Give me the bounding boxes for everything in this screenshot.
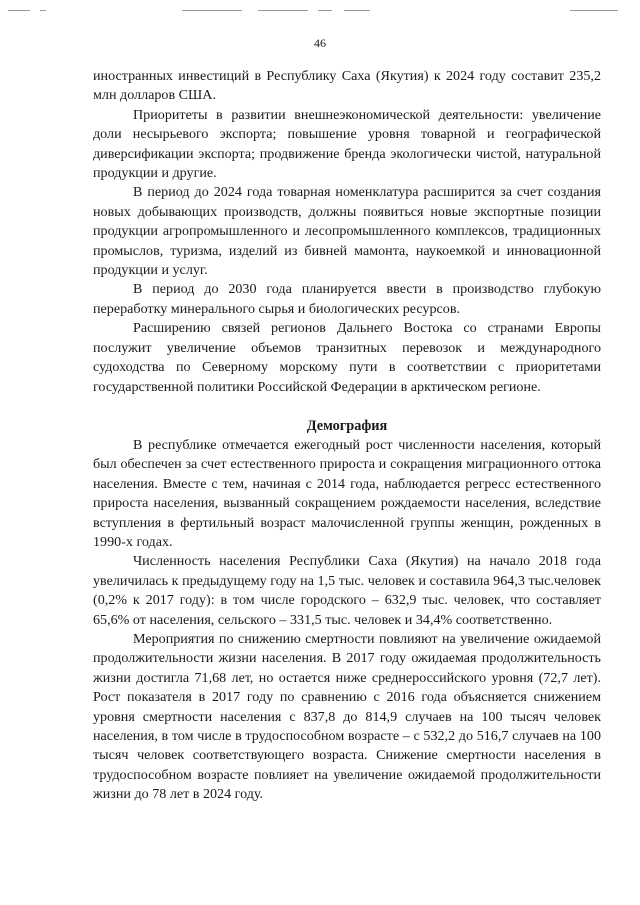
paragraph: Приоритеты в развитии внешнеэкономической деятельности: увеличение доли несырьевого экспорта; повышение уровня товарной и географической диверсификации экспорта; продвижение бренда экологически чистой, натуральной продукции и другие. xyxy=(93,106,601,182)
document-body xyxy=(93,67,601,805)
paragraph: Расширению связей регионов Дальнего Востока со странами Европы послужит увеличение объемов транзитных перевозок и международного судоходства по Северному морскому пути в соответствии с приоритетами государственной политики Российской Федерации в арктическом регионе. xyxy=(93,320,601,395)
paragraph: Численность населения Республики Саха (Якутия) на начало 2018 года увеличилась к предыдущему году на 1,5 тыс. человек и составила 964,3 тыс.человек (0,2% к 2017 году): в том числе городского – 632,9 тыс. человек, что составляет 65,6% от населения, сельского – 331,5 тыс. человек и 34,4% соответственно. xyxy=(93,553,601,628)
paragraph: иностранных инвестиций в Республику Саха (Якутия) к 2024 году составит 235,2 млн долларов США. xyxy=(93,68,601,104)
page-number: 46 xyxy=(314,36,326,50)
scan-edge-marks xyxy=(0,10,640,14)
paragraph: В период до 2030 года планируется ввести в производство глубокую переработку минерального сырья и биологических ресурсов. xyxy=(93,281,601,317)
paragraph: Мероприятия по снижению смертности повлияют на увеличение ожидаемой продолжительности жизни населения. В 2017 году ожидаемая продолжительность жизни достигла 71,68 лет, но остается ниже среднероссийского уровня (72,7 лет). Рост показателя в 2017 году по сравнению с 2016 года объясняется снижением уровня смертности населения с 837,8 до 814,9 случаев на 100 тысяч человек населения, в том числе в трудоспособном возрасте – с 532,2 до 516,7 случаев на 100 тысяч человек соответствующего возраста. Снижение смертности населения в трудоспособном возрасте повлияет на увеличение ожидаемой продолжительности жизни до 78 лет в 2024 году. xyxy=(93,630,601,803)
paragraph: В республике отмечается ежегодный рост численности населения, который был обеспечен за счет естественного прироста и сокращения миграционного оттока населения. Вместе с тем, начиная с 2014 года, наблюдается регресс естественного прироста населения, вызванный сокращением рождаемости населения, вследствие вступления в фертильный возраст малочисленной группы женщин, рожденных в 1990-х годах. xyxy=(93,436,601,550)
section-heading: Демография xyxy=(306,417,388,434)
paragraph: В период до 2024 года товарная номенклатура расширится за счет создания новых добывающих производств, должны появиться новые экспортные позиции продукции агропромышленного и лесопромышленного комплексов, традиционных промыслов, туризма, изделий из бивней мамонта, наукоемкой и инновационной продукции и услуг. xyxy=(93,184,601,279)
